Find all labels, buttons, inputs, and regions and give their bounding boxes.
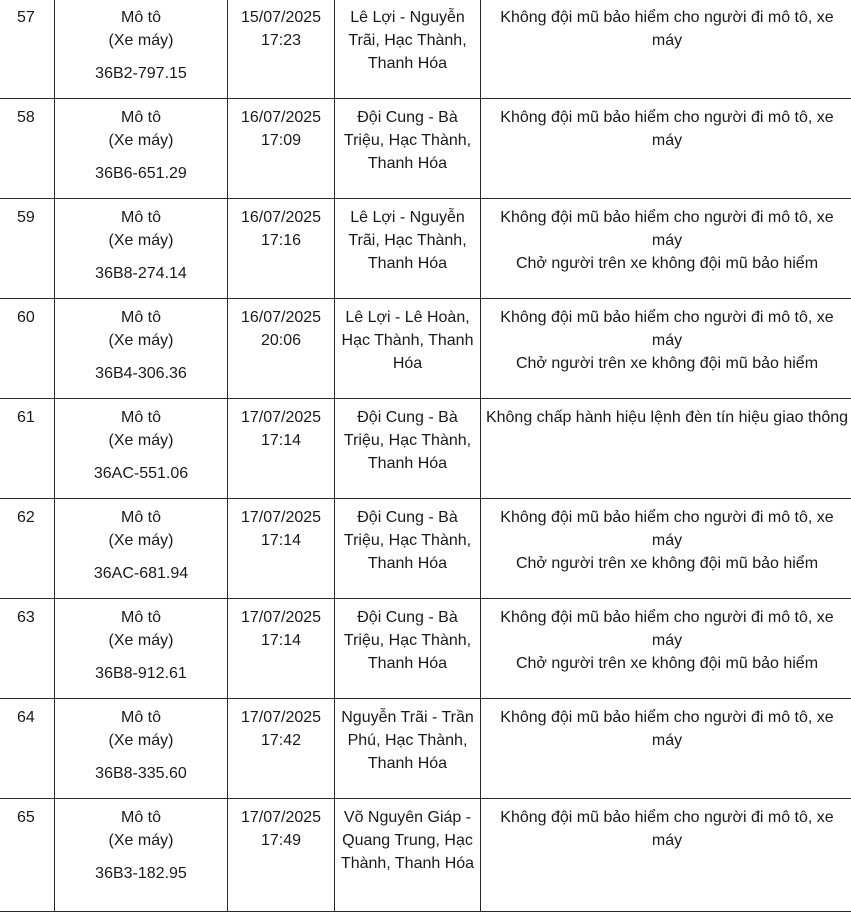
violation-cell xyxy=(481,299,851,399)
table-row xyxy=(0,799,851,912)
violation-description: Không chấp hành hiệu lệnh đèn tín hiệu giao thông xyxy=(483,406,851,429)
location-cell xyxy=(335,499,481,599)
violation-description: Không đội mũ bảo hiểm cho người đi mô tô, xe máy xyxy=(483,506,851,552)
violation-time: 17:42 xyxy=(230,729,332,752)
row-number: 62 xyxy=(0,499,55,599)
violation-time: 17:09 xyxy=(230,129,332,152)
violation-date: 17/07/2025 xyxy=(230,606,332,629)
table-row xyxy=(0,199,851,299)
violation-description: Không đội mũ bảo hiểm cho người đi mô tô, xe máy xyxy=(483,106,851,152)
vehicle-subtype: (Xe máy) xyxy=(57,429,225,452)
violation-location: Đội Cung - Bà Triệu, Hạc Thành, Thanh Hóa xyxy=(344,609,471,672)
row-number: 63 xyxy=(0,599,55,699)
datetime-cell xyxy=(228,0,335,99)
violation-cell xyxy=(481,599,851,699)
violation-description: Không đội mũ bảo hiểm cho người đi mô tô, xe máy xyxy=(483,606,851,652)
datetime-cell xyxy=(228,599,335,699)
license-plate: 36B2-797.15 xyxy=(57,62,225,85)
vehicle-cell xyxy=(55,0,228,99)
vehicle-cell xyxy=(55,99,228,199)
vehicle-cell xyxy=(55,499,228,599)
violation-description: Không đội mũ bảo hiểm cho người đi mô tô, xe máy xyxy=(483,806,851,852)
violation-cell xyxy=(481,699,851,799)
location-cell xyxy=(335,299,481,399)
violation-cell xyxy=(481,399,851,499)
license-plate: 36B8-912.61 xyxy=(57,662,225,685)
violation-time: 17:14 xyxy=(230,629,332,652)
vehicle-subtype: (Xe máy) xyxy=(57,229,225,252)
vehicle-subtype: (Xe máy) xyxy=(57,629,225,652)
violation-description-secondary: Chở người trên xe không đội mũ bảo hiểm xyxy=(483,552,851,575)
violation-description: Không đội mũ bảo hiểm cho người đi mô tô, xe máy xyxy=(483,306,851,352)
violation-date: 17/07/2025 xyxy=(230,506,332,529)
license-plate: 36B6-651.29 xyxy=(57,162,225,185)
vehicle-subtype: (Xe máy) xyxy=(57,329,225,352)
license-plate: 36B8-335.60 xyxy=(57,762,225,785)
violation-date: 16/07/2025 xyxy=(230,106,332,129)
location-cell xyxy=(335,399,481,499)
table-row xyxy=(0,99,851,199)
violation-date: 17/07/2025 xyxy=(230,706,332,729)
table-row xyxy=(0,399,851,499)
violation-time: 17:49 xyxy=(230,829,332,852)
violation-location: Lê Lợi - Nguyễn Trãi, Hạc Thành, Thanh Hóa xyxy=(348,9,466,72)
location-cell xyxy=(335,0,481,99)
vehicle-subtype: (Xe máy) xyxy=(57,829,225,852)
violation-location: Đội Cung - Bà Triệu, Hạc Thành, Thanh Hóa xyxy=(344,109,471,172)
table-row xyxy=(0,499,851,599)
datetime-cell xyxy=(228,399,335,499)
location-cell xyxy=(335,699,481,799)
row-number: 64 xyxy=(0,699,55,799)
violation-cell xyxy=(481,0,851,99)
violation-cell xyxy=(481,799,851,912)
vehicle-type: Mô tô xyxy=(57,6,225,29)
row-number: 60 xyxy=(0,299,55,399)
datetime-cell xyxy=(228,499,335,599)
violation-date: 17/07/2025 xyxy=(230,806,332,829)
vehicle-type: Mô tô xyxy=(57,806,225,829)
violation-time: 17:14 xyxy=(230,529,332,552)
violation-cell xyxy=(481,499,851,599)
violation-location: Nguyễn Trãi - Trần Phú, Hạc Thành, Thanh Hóa xyxy=(341,709,474,772)
vehicle-cell xyxy=(55,799,228,912)
violation-location: Lê Lợi - Lê Hoàn, Hạc Thành, Thanh Hóa xyxy=(342,309,474,372)
violation-date: 15/07/2025 xyxy=(230,6,332,29)
violation-date: 16/07/2025 xyxy=(230,206,332,229)
vehicle-subtype: (Xe máy) xyxy=(57,529,225,552)
violation-location: Đội Cung - Bà Triệu, Hạc Thành, Thanh Hóa xyxy=(344,409,471,472)
violation-description: Không đội mũ bảo hiểm cho người đi mô tô, xe máy xyxy=(483,6,851,52)
table-row xyxy=(0,299,851,399)
datetime-cell xyxy=(228,99,335,199)
location-cell xyxy=(335,99,481,199)
vehicle-type: Mô tô xyxy=(57,306,225,329)
vehicle-type: Mô tô xyxy=(57,106,225,129)
row-number: 58 xyxy=(0,99,55,199)
license-plate: 36AC-681.94 xyxy=(57,562,225,585)
vehicle-type: Mô tô xyxy=(57,206,225,229)
row-number: 65 xyxy=(0,799,55,912)
table-row xyxy=(0,599,851,699)
violation-time: 20:06 xyxy=(230,329,332,352)
vehicle-cell xyxy=(55,599,228,699)
vehicle-type: Mô tô xyxy=(57,406,225,429)
location-cell xyxy=(335,199,481,299)
vehicle-cell xyxy=(55,699,228,799)
table-row xyxy=(0,699,851,799)
license-plate: 36AC-551.06 xyxy=(57,462,225,485)
vehicle-subtype: (Xe máy) xyxy=(57,729,225,752)
violation-date: 16/07/2025 xyxy=(230,306,332,329)
license-plate: 36B3-182.95 xyxy=(57,862,225,885)
vehicle-cell xyxy=(55,399,228,499)
vehicle-type: Mô tô xyxy=(57,606,225,629)
license-plate: 36B8-274.14 xyxy=(57,262,225,285)
violation-cell xyxy=(481,99,851,199)
row-number: 61 xyxy=(0,399,55,499)
vehicle-cell xyxy=(55,199,228,299)
violation-location: Lê Lợi - Nguyễn Trãi, Hạc Thành, Thanh Hóa xyxy=(348,209,466,272)
location-cell xyxy=(335,599,481,699)
violation-description: Không đội mũ bảo hiểm cho người đi mô tô, xe máy xyxy=(483,706,851,752)
violation-time: 17:23 xyxy=(230,29,332,52)
violation-time: 17:16 xyxy=(230,229,332,252)
datetime-cell xyxy=(228,699,335,799)
violation-cell xyxy=(481,199,851,299)
vehicle-cell xyxy=(55,299,228,399)
row-number: 57 xyxy=(0,0,55,99)
datetime-cell xyxy=(228,199,335,299)
license-plate: 36B4-306.36 xyxy=(57,362,225,385)
vehicle-subtype: (Xe máy) xyxy=(57,29,225,52)
datetime-cell xyxy=(228,799,335,912)
violation-description-secondary: Chở người trên xe không đội mũ bảo hiểm xyxy=(483,252,851,275)
violation-description-secondary: Chở người trên xe không đội mũ bảo hiểm xyxy=(483,352,851,375)
violation-location: Đội Cung - Bà Triệu, Hạc Thành, Thanh Hóa xyxy=(344,509,471,572)
table-row xyxy=(0,0,851,99)
violation-date: 17/07/2025 xyxy=(230,406,332,429)
location-cell xyxy=(335,799,481,912)
violation-time: 17:14 xyxy=(230,429,332,452)
vehicle-subtype: (Xe máy) xyxy=(57,129,225,152)
violation-location: Võ Nguyên Giáp - Quang Trung, Hạc Thành, Thanh Hóa xyxy=(341,809,474,872)
vehicle-type: Mô tô xyxy=(57,506,225,529)
violation-description-secondary: Chở người trên xe không đội mũ bảo hiểm xyxy=(483,652,851,675)
violation-description: Không đội mũ bảo hiểm cho người đi mô tô, xe máy xyxy=(483,206,851,252)
datetime-cell xyxy=(228,299,335,399)
vehicle-type: Mô tô xyxy=(57,706,225,729)
row-number: 59 xyxy=(0,199,55,299)
